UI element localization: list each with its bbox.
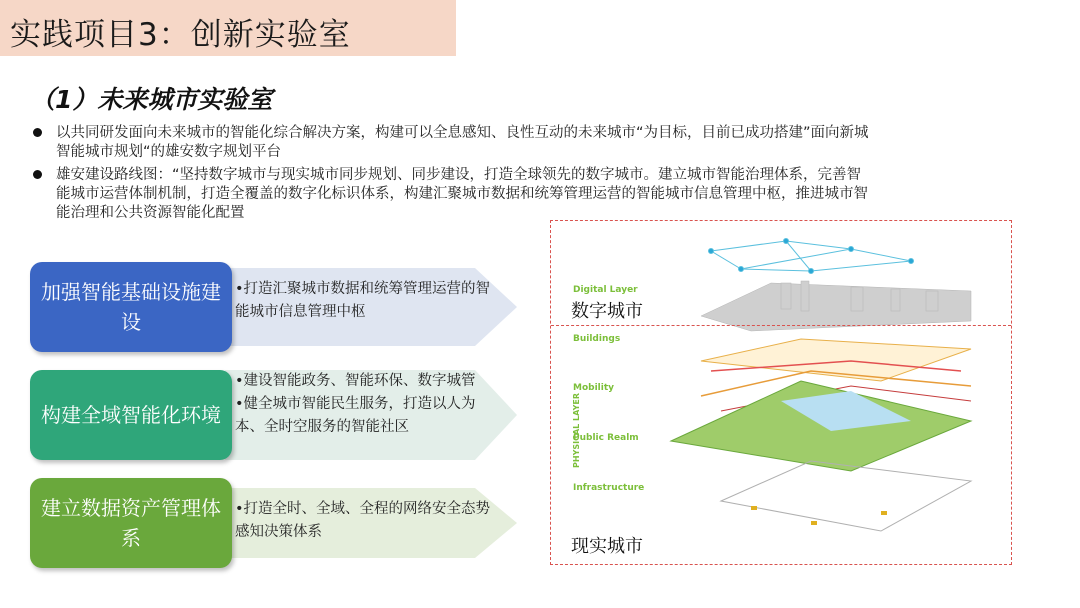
measure-box-label: 构建全域智能化环境 <box>41 403 221 427</box>
measure-item: •建设智能政务、智能环保、数字城管 <box>235 373 476 389</box>
measure-box <box>30 370 232 460</box>
measure-item: •打造汇聚城市数据和统筹管理运营的智能城市信息管理中枢 <box>235 281 491 320</box>
measure-row-infrastructure <box>30 262 520 352</box>
arrow-panel <box>225 478 517 568</box>
arrow-panel <box>225 262 517 352</box>
layer-divider <box>551 325 1011 326</box>
physical-layer-label: PHYSICAL LAYER <box>571 393 581 468</box>
layer-label-buildings: Buildings <box>573 334 621 344</box>
measure-box <box>30 262 232 352</box>
arrow-panel <box>225 370 517 460</box>
bullet-dot-icon <box>33 128 42 137</box>
measure-item: •打造全时、全域、全程的网络安全态势感知决策体系 <box>235 501 491 540</box>
measure-row-environment <box>30 370 520 460</box>
bullet-list <box>30 124 870 227</box>
digital-city-label: 数字城市 <box>571 301 643 322</box>
layer-illustration <box>551 221 1013 566</box>
measure-item: •健全城市智能民生服务，打造以人为本、全时空服务的智能社区 <box>235 396 476 435</box>
layer-label-public-realm: Public Realm <box>573 433 639 443</box>
measure-row-data-assets <box>30 478 520 568</box>
bullet-item: 以共同研发面向未来城市的智能化综合解决方案，构建可以全息感知、良性互动的未来城市“为目标，目前已成功搭建”面向新城智能城市规划“的雄安数字规划平台 <box>30 124 870 162</box>
city-layer-diagram <box>550 220 1012 565</box>
bullet-dot-icon <box>33 170 42 179</box>
layer-label-mobility: Mobility <box>573 383 615 393</box>
layer-label-infrastructure: Infrastructure <box>573 483 645 493</box>
page-title: 实践项目3：创新实验室 <box>10 17 351 53</box>
physical-city-label: 现实城市 <box>571 536 643 557</box>
section-subtitle: （1）未来城市实验室 <box>30 85 273 114</box>
measure-box-label: 建立数据资产管理体系 <box>41 496 221 550</box>
bullet-item: 雄安建设路线图：“坚持数字城市与现实城市同步规划、同步建设，打造全球领先的数字城市。建立城市智能治理体系，完善智能城市运营体制机制，打造全覆盖的数字化标识体系，构建汇聚城市数据和统筹管理运营的智能城市信息管理中枢，推进城市智能治理和公共资源智能化配置 <box>30 166 870 223</box>
digital-layer-label: Digital Layer <box>573 285 638 295</box>
measure-box-label: 加强智能基础设施建设 <box>41 280 221 334</box>
measure-box <box>30 478 232 568</box>
